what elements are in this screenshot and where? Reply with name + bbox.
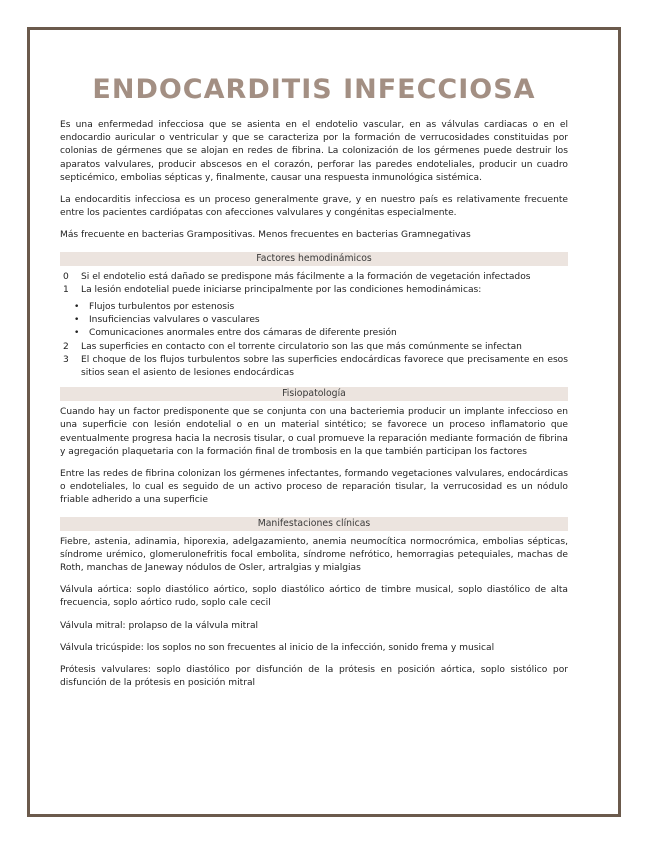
section-heading-pathophysiology: Fisiopatología: [60, 387, 568, 401]
document-body: [60, 68, 568, 700]
hemodynamic-list: [60, 271, 568, 297]
list-item: [60, 284, 568, 297]
pathophysiology-paragraph: Entre las redes de fibrina colonizan los gérmenes infectantes, formando vegetaciones valvulares, endocárdicas o endoteliales, lo cual es seguido de un activo proceso de reparación tisular, la verrucosidad es un nódulo friable adherido a una superficie: [60, 469, 568, 506]
bullet-item: • Insuficiencias valvulares o vasculares: [69, 314, 568, 327]
item-text: Las superficies en contacto con el torrente circulatorio son las que más comúnmente se infectan: [81, 341, 522, 352]
list-item: [60, 341, 568, 354]
clinical-paragraph: Fiebre, astenia, adinamia, hiporexia, adelgazamiento, anemia neumocítica normocrómica, embolias sépticas, síndrome urémico, glomerulonefritis focal embolita, síndrome nefrótico, hemorragias petequiales, machas de Roth, manchas de Janeway nódulos de Osler, artralgias y mialgias: [60, 536, 568, 574]
hemodynamic-list-continued: [60, 341, 568, 381]
section-heading-clinical: Manifestaciones clínicas: [60, 517, 568, 531]
clinical-paragraph: Válvula tricúspide: los soplos no son frecuentes al inicio de la infección, sonido frema y musical: [60, 642, 495, 653]
list-item: [60, 271, 568, 284]
item-number: 0: [63, 271, 69, 282]
bullet-item: • Comunicaciones anormales entre dos cámaras de diferente presión: [69, 327, 568, 340]
item-text: La lesión endotelial puede iniciarse principalmente por las condiciones hemodinámicas:: [81, 284, 482, 295]
hemodynamic-bullets: [60, 301, 568, 341]
clinical-paragraph: Prótesis valvulares: soplo diastólico por disfunción de la prótesis en posición aórtica, soplo sistólico por disfunción de la prótesis en posición mitral: [60, 665, 568, 689]
pathophysiology-paragraph: Cuando hay un factor predisponente que se conjunta con una bacteriemia producir un implante infeccioso en una superficie con lesión endotelial o en un material sintético; se favorece un proceso inflamatorio que eventualmente progresa hacia la necrosis tisular, o cual promueve la reparación mediante formación de fibrina y agregación plaquetaria con la formación final de trombosis en la que también participan los factores: [60, 407, 568, 457]
list-item: [60, 354, 568, 380]
intro-paragraph: Más frecuente en bacterias Grampositivas. Menos frecuentes en bacterias Gramnegativas: [60, 230, 471, 241]
document-title: ENDOCARDITIS INFECCIOSA: [92, 74, 536, 105]
intro-paragraph: Es una enfermedad infecciosa que se asienta en el endotelio vascular, en as válvulas cardiacas o en el endocardio auricular o ventricular y que se caracteriza por la formación de verrucosidades constituidas por colonias de gérmenes que se alojan en redes de fibrina. La colonización de los gérmenes puede destruir los aparatos valvulares, producir abscesos en el corazón, perforar las paredes endoteliales, producir un cuadro septicémico, embolias sépticas y, finalmente, causar una respuesta inmunológica sistémica.: [60, 120, 568, 183]
item-text: Si el endotelio está dañado se predispone más fácilmente a la formación de vegetación infectados: [81, 271, 531, 282]
bullet-item: • Flujos turbulentos por estenosis: [69, 301, 568, 314]
item-number: 2: [63, 341, 69, 352]
item-text: El choque de los flujos turbulentos sobre las superficies endocárdicas favorece que precisamente en esos sitios sean el asiento de lesiones endocárdicas: [81, 354, 568, 379]
item-number: 3: [63, 354, 69, 365]
item-number: 1: [63, 284, 69, 295]
clinical-paragraph: Válvula mitral: prolapso de la válvula mitral: [60, 620, 259, 631]
clinical-paragraph: Válvula aórtica: soplo diastólico aórtico, soplo diastólico aórtico de timbre musical, soplo diastólico de alta frecuencia, soplo aórtico rudo, soplo cale cecil: [60, 585, 568, 609]
section-heading-hemodynamic: Factores hemodinámicos: [60, 252, 568, 266]
intro-paragraph: La endocarditis infecciosa es un proceso generalmente grave, y en nuestro país es relativamente frecuente entre los pacientes cardiópatas con afecciones valvulares y congénitas especialmente.: [60, 195, 568, 219]
